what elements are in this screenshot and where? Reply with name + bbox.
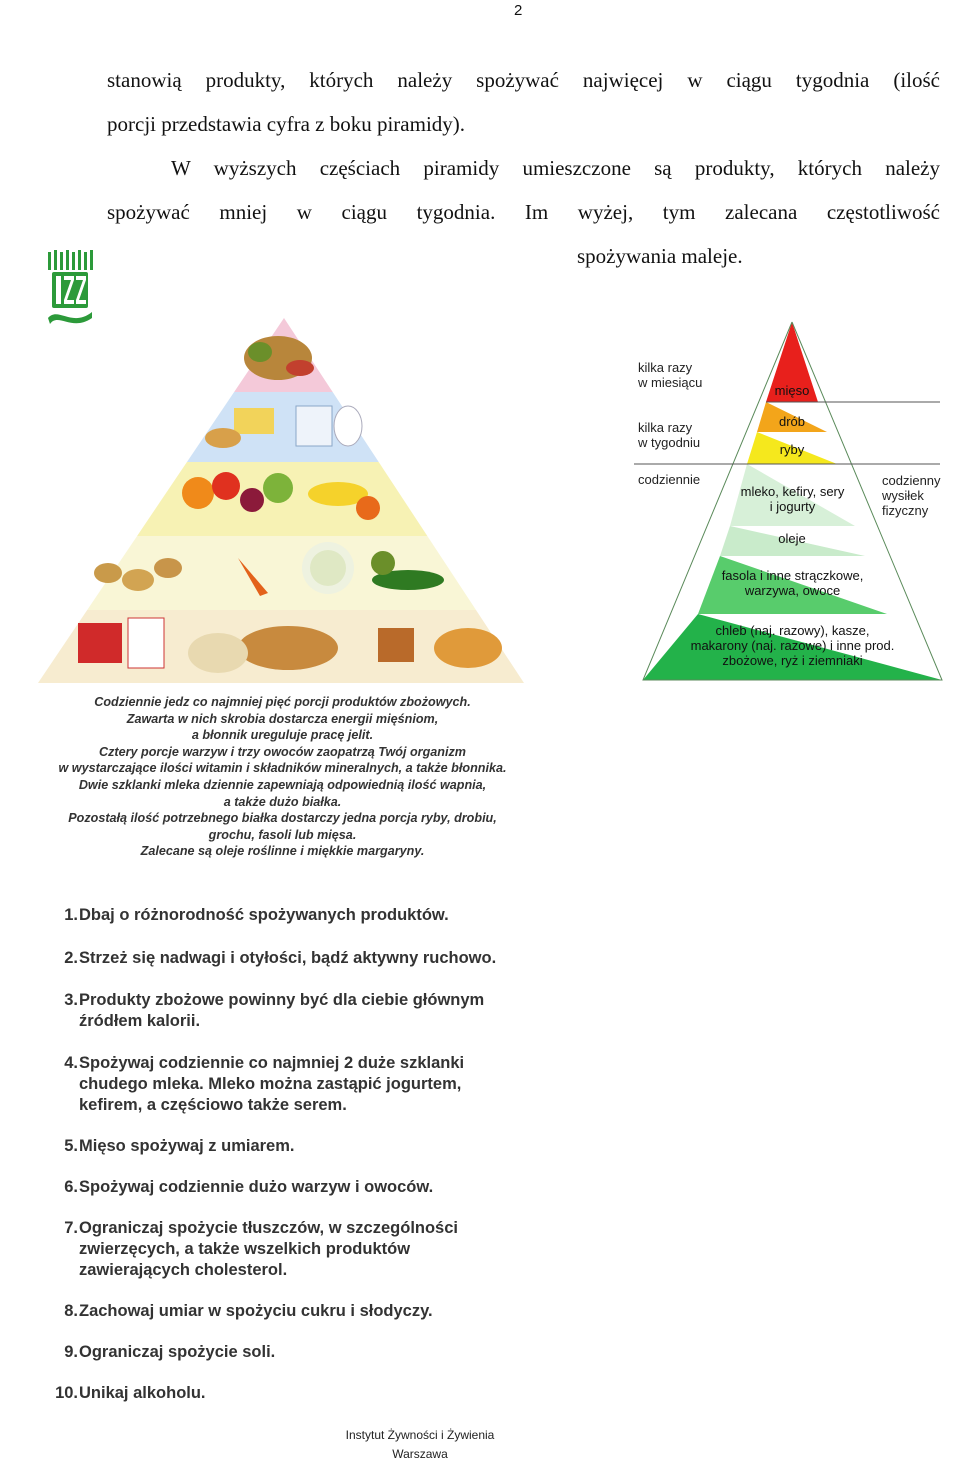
label-weekly-line-1: kilka razy: [638, 420, 693, 435]
rule-text: Ograniczaj spożycie soli.: [79, 1343, 276, 1361]
tier-label-meat: mięso: [774, 383, 810, 398]
rule-number: 5.: [64, 1137, 78, 1155]
tier-label-oils: oleje: [778, 531, 806, 546]
label-exercise: [882, 473, 941, 518]
rule-text: kefirem, a częściowo także serem.: [79, 1096, 347, 1114]
caption-line: w wystarczające ilości witamin i składników mineralnych, a także błonnika.: [58, 761, 507, 776]
rule-text: Spożywaj codziennie dużo warzyw i owoców.: [79, 1178, 434, 1196]
tier-label-grain-line-3: zbożowe, ryż i ziemniaki: [722, 653, 863, 668]
label-daily: codziennie: [638, 472, 701, 487]
rule-number: 3.: [64, 991, 78, 1009]
rule-text: Strzeż się nadwagi i otyłości, bądź aktywny ruchowo.: [79, 949, 497, 967]
pyramid-band-dairy: [38, 392, 526, 462]
paragraph-2-line-1: W wyższych częściach piramidy umieszczone są produkty, których należy: [171, 156, 940, 180]
rule-number: 7.: [64, 1219, 78, 1237]
paragraph-1-line-2: porcji przedstawia cyfra z boku piramidy).: [107, 112, 466, 136]
caption-line: Dwie szklanki mleka dziennie zapewniają odpowiednią ilość wapnia,: [78, 777, 487, 792]
rule-text: Mięso spożywaj z umiarem.: [79, 1137, 295, 1155]
label-exercise-line-1: codzienny: [882, 473, 941, 488]
rule-text: Zachowaj umiar w spożyciu cukru i słodyczy.: [79, 1302, 433, 1320]
institute-name: Instytut Żywności i Żywienia: [345, 1428, 495, 1442]
tier-label-veg-line-2: warzywa, owoce: [744, 583, 841, 598]
caption-line: Zawarta w nich skrobia dostarcza energii mięśniom,: [126, 711, 439, 726]
caption-line: Pozostałą ilość potrzebnego białka dostarczy jedna porcja ryby, drobiu,: [68, 811, 497, 826]
tier-label-dairy-line-1: mleko, kefiry, sery: [740, 484, 845, 499]
paragraph-2: [107, 146, 940, 278]
food-pyramid-caption: [30, 694, 535, 860]
paragraph-1: [107, 58, 940, 146]
rule-number: 6.: [64, 1178, 78, 1196]
caption-line: a także dużo białka.: [223, 794, 342, 809]
tier-label-fish: ryby: [779, 442, 805, 457]
label-monthly-line-1: kilka razy: [638, 360, 693, 375]
label-monthly: [638, 360, 702, 390]
rule-text: Ograniczaj spożycie tłuszczów, w szczególności: [79, 1219, 458, 1237]
caption-line: Codziennie jedz co najmniej pięć porcji produktów zbożowych.: [94, 695, 471, 709]
paragraph-1-line-1: stanowią produkty, których należy spożywać najwięcej w ciągu tygodnia (ilość: [107, 68, 940, 92]
rule-text: zwierzęcych, a także wszelkich produktów: [79, 1240, 411, 1258]
rule-number: 9.: [64, 1343, 78, 1361]
label-weekly-line-2: w tygodniu: [638, 435, 701, 450]
rule-number: 4.: [64, 1054, 78, 1072]
tier-label-dairy-line-2: i jogurty: [769, 499, 816, 514]
institute-city: Warszawa: [392, 1447, 448, 1461]
label-exercise-line-3: fizyczny: [882, 503, 929, 518]
rule-number: 1.: [64, 906, 78, 924]
tier-label-veg-line-1: fasola i inne strączkowe,: [721, 568, 864, 583]
tier-label-grain-line-1: chleb (naj. razowy), kasze,: [715, 623, 870, 638]
label-weekly: [638, 420, 700, 450]
paragraph-2-line-2: spożywać mniej w ciągu tygodnia. Im wyżej, tym zalecana częstotliwość: [107, 200, 940, 224]
rule-text: Unikaj alkoholu.: [79, 1384, 206, 1402]
tier-label-dairy: [710, 484, 875, 514]
izz-logo: [44, 248, 96, 326]
rule-text: Dbaj o różnorodność spożywanych produktów.: [79, 906, 449, 924]
caption-line: grochu, fasoli lub mięsa.: [208, 827, 357, 842]
page-number: 2: [514, 2, 523, 19]
paragraph-2-line-3: spożywania maleje.: [577, 244, 743, 268]
caption-line: Zalecane są oleje roślinne i miękkie margaryny.: [140, 844, 425, 859]
food-pyramid-image: [38, 318, 526, 688]
tier-label-vegetables: [690, 568, 895, 598]
rule-text: Spożywaj codziennie co najmniej 2 duże szklanki: [79, 1054, 465, 1072]
tier-label-poultry: drób: [778, 414, 806, 429]
rule-text: chudego mleka. Mleko można zastąpić jogurtem,: [79, 1075, 462, 1093]
rule-text: zawierających cholesterol.: [79, 1261, 288, 1279]
label-exercise-line-2: wysiłek: [882, 488, 924, 503]
institute-credit: [300, 1426, 540, 1464]
caption-line: Cztery porcje warzyw i trzy owoców zaopatrzą Twój organizm: [99, 744, 466, 759]
rule-text: Produkty zbożowe powinny być dla ciebie głównym: [79, 991, 485, 1009]
rule-number: 10.: [55, 1384, 78, 1402]
rule-number: 2.: [64, 949, 78, 967]
tier-label-grains: [675, 623, 910, 668]
caption-line: a błonnik ureguluje pracę jelit.: [191, 728, 374, 743]
tier-label-grain-line-2: makarony (naj. razowe) i inne prod.: [690, 638, 895, 653]
rule-number: 8.: [64, 1302, 78, 1320]
rule-text: źródłem kalorii.: [79, 1012, 201, 1030]
frequency-pyramid: [630, 318, 955, 688]
label-monthly-line-2: w miesiącu: [638, 375, 703, 390]
